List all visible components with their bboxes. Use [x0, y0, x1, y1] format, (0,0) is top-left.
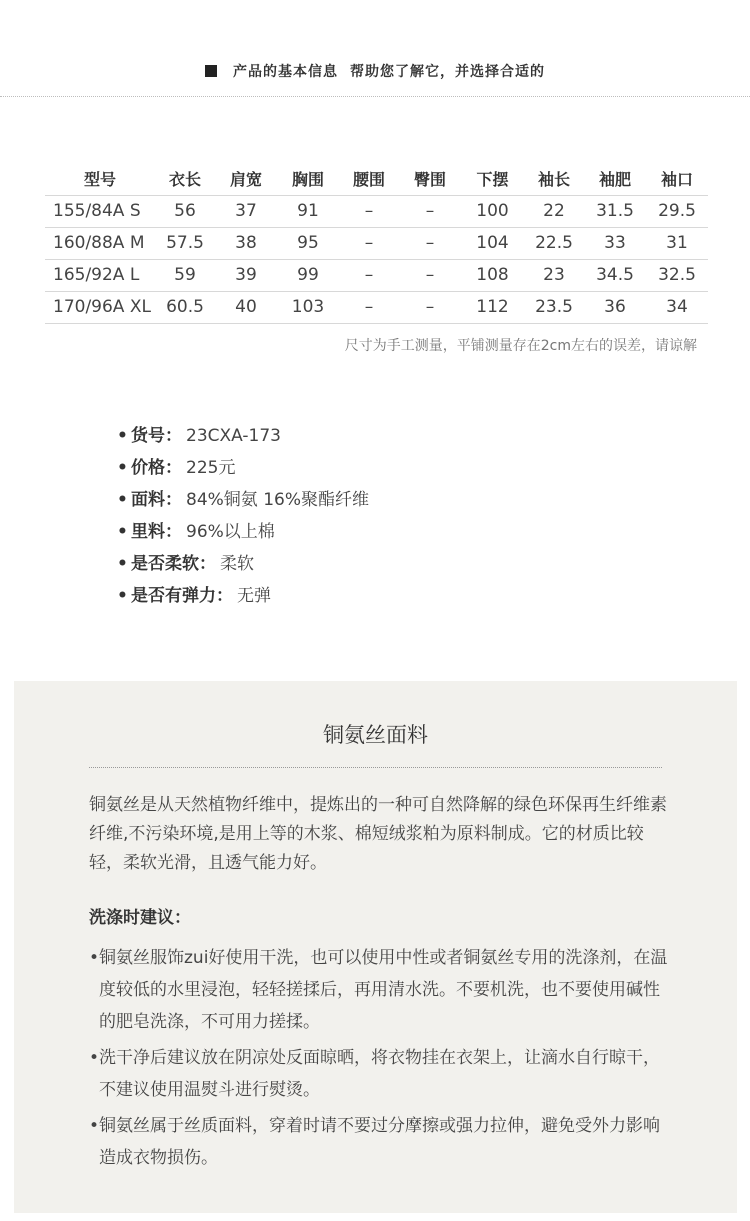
- square-bullet-icon: [205, 65, 217, 77]
- list-item: [89, 1042, 669, 1106]
- table-row: [45, 259, 708, 291]
- table-cell: 170/96A XL: [45, 291, 155, 323]
- bullet: •: [117, 426, 128, 446]
- table-row: [45, 227, 708, 259]
- info-value: 225元: [186, 458, 236, 478]
- table-cell: 165/92A L: [45, 259, 155, 291]
- table-cell: 108: [461, 259, 524, 291]
- table-cell: 100: [461, 195, 524, 227]
- table-row: [45, 195, 708, 227]
- column-header: 袖长: [524, 163, 584, 195]
- table-cell: 22.5: [524, 227, 584, 259]
- column-header: 臀围: [399, 163, 461, 195]
- table-cell: 59: [155, 259, 215, 291]
- table-cell: 34: [646, 291, 708, 323]
- bullet: •: [117, 458, 128, 478]
- table-cell: 31.5: [584, 195, 646, 227]
- column-header: 肩宽: [215, 163, 277, 195]
- info-item-price: [117, 456, 369, 488]
- bullet: •: [117, 522, 128, 542]
- info-value: 96%以上棉: [186, 522, 275, 542]
- table-row: [45, 291, 708, 323]
- table-cell: 33: [584, 227, 646, 259]
- column-header: 腰围: [339, 163, 399, 195]
- table-cell: 112: [461, 291, 524, 323]
- table-cell: 36: [584, 291, 646, 323]
- info-label: 里料：: [131, 522, 182, 542]
- bullet: •: [89, 1116, 100, 1136]
- table-cell: –: [399, 291, 461, 323]
- bullet: •: [89, 1048, 100, 1068]
- table-cell: –: [339, 259, 399, 291]
- info-value: 柔软: [220, 554, 254, 574]
- table-cell: 23.5: [524, 291, 584, 323]
- table-cell: 160/88A M: [45, 227, 155, 259]
- table-cell: 56: [155, 195, 215, 227]
- wash-item-text: 铜氨丝属于丝质面料，穿着时请不要过分摩擦或强力拉伸，避免受外力影响造成衣物损伤。: [99, 1116, 660, 1168]
- table-cell: –: [339, 227, 399, 259]
- column-header: 型号: [45, 163, 155, 195]
- dotted-divider: [89, 767, 662, 768]
- info-item-elasticity: [117, 584, 369, 616]
- table-cell: 155/84A S: [45, 195, 155, 227]
- table-cell: 22: [524, 195, 584, 227]
- header-title-left: 产品的基本信息: [233, 64, 338, 80]
- table-cell: 23: [524, 259, 584, 291]
- table-cell: 60.5: [155, 291, 215, 323]
- table-cell: 39: [215, 259, 277, 291]
- table-cell: 38: [215, 227, 277, 259]
- wash-item-text: 洗干净后建议放在阴凉处反面晾晒，将衣物挂在衣架上，让滴水自行晾干，不建议使用温熨斗进行熨烫。: [99, 1048, 660, 1100]
- info-label: 是否有弹力：: [131, 586, 233, 606]
- column-header: 衣长: [155, 163, 215, 195]
- table-cell: –: [339, 291, 399, 323]
- info-item-fabric: [117, 488, 369, 520]
- bullet: •: [89, 948, 100, 968]
- table-cell: 29.5: [646, 195, 708, 227]
- table-cell: 104: [461, 227, 524, 259]
- bullet: •: [117, 586, 128, 606]
- bullet: •: [117, 554, 128, 574]
- measurement-note: 尺寸为手工测量，平铺测量存在2cm左右的误差，请谅解: [344, 338, 697, 354]
- info-item-sku: [117, 424, 369, 456]
- info-item-softness: [117, 552, 369, 584]
- table-cell: –: [339, 195, 399, 227]
- table-cell: –: [399, 259, 461, 291]
- info-label: 面料：: [131, 490, 182, 510]
- info-value: 无弹: [237, 586, 271, 606]
- product-info-list: [117, 424, 369, 616]
- table-cell: 32.5: [646, 259, 708, 291]
- column-header: 胸围: [277, 163, 339, 195]
- info-value: 84%铜氨 16%聚酯纤维: [186, 490, 369, 510]
- list-item: [89, 942, 669, 1038]
- table-cell: 103: [277, 291, 339, 323]
- fabric-title: 铜氨丝面料: [323, 723, 428, 747]
- wash-item-text: 铜氨丝服饰zui好使用干洗，也可以使用中性或者铜氨丝专用的洗涤剂，在温度较低的水里浸泡，轻轻搓揉后，再用清水洗。不要机洗，也不要使用碱性的肥皂洗涤，不可用力搓揉。: [99, 948, 668, 1032]
- section-header: [0, 0, 750, 97]
- info-label: 货号：: [131, 426, 182, 446]
- header-title-right: 帮助您了解它，并选择合适的: [350, 64, 545, 80]
- info-label: 价格：: [131, 458, 182, 478]
- size-table: [45, 163, 708, 324]
- info-value: 23CXA-173: [186, 426, 281, 446]
- column-header: 袖口: [646, 163, 708, 195]
- info-item-lining: [117, 520, 369, 552]
- table-cell: –: [399, 195, 461, 227]
- table-header-row: [45, 163, 708, 195]
- table-cell: 57.5: [155, 227, 215, 259]
- table-cell: 95: [277, 227, 339, 259]
- fabric-description: 铜氨丝是从天然植物纤维中，提炼出的一种可自然降解的绿色环保再生纤维素纤维,不污染环境,是用上等的木浆、棉短绒浆粕为原料制成。它的材质比较轻，柔软光滑，且透气能力好。: [89, 795, 667, 873]
- column-header: 下摆: [461, 163, 524, 195]
- wash-list: [89, 942, 669, 1178]
- table-cell: –: [399, 227, 461, 259]
- column-header: 袖肥: [584, 163, 646, 195]
- fabric-panel: [14, 681, 737, 1213]
- table-cell: 99: [277, 259, 339, 291]
- info-label: 是否柔软：: [131, 554, 216, 574]
- table-cell: 40: [215, 291, 277, 323]
- bullet: •: [117, 490, 128, 510]
- table-cell: 37: [215, 195, 277, 227]
- wash-title: 洗涤时建议：: [89, 908, 191, 928]
- table-cell: 31: [646, 227, 708, 259]
- table-cell: 91: [277, 195, 339, 227]
- list-item: [89, 1110, 669, 1174]
- table-cell: 34.5: [584, 259, 646, 291]
- header-title: [0, 61, 750, 81]
